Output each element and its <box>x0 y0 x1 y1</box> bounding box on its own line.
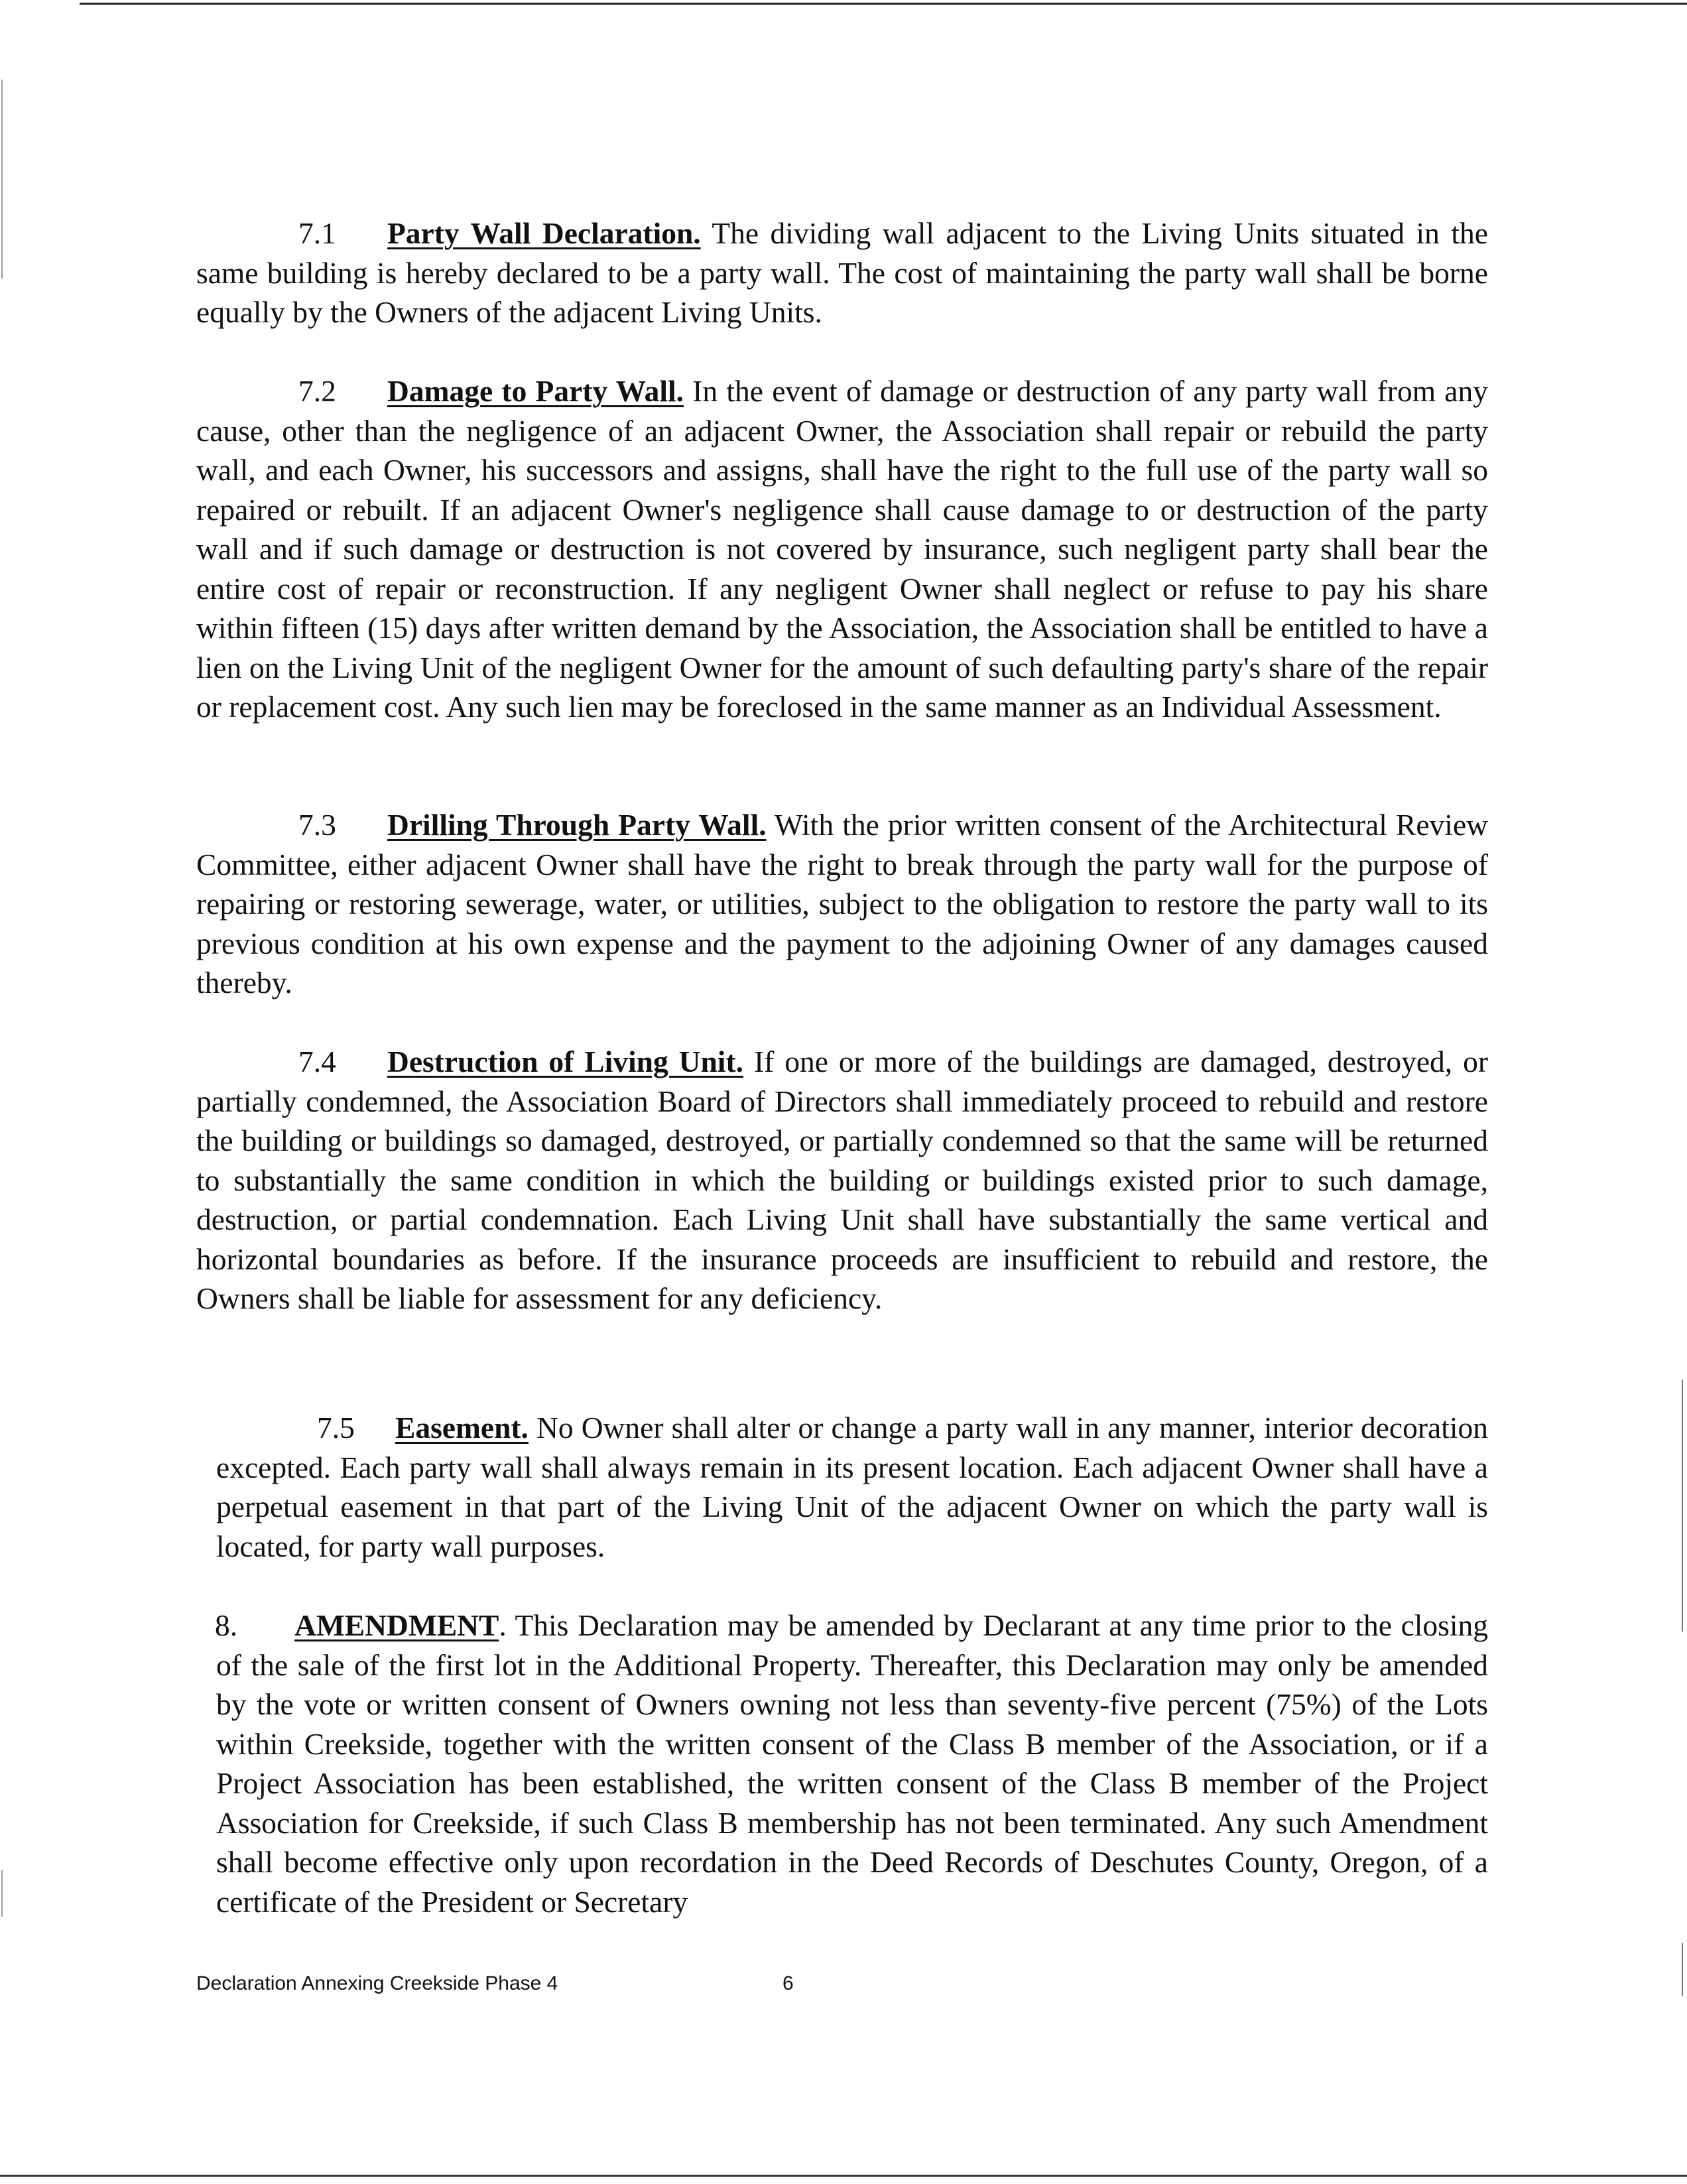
section-7-1 <box>196 214 1488 332</box>
section-8-amendment <box>216 1606 1488 1921</box>
section-heading: Damage to Party Wall. <box>387 374 684 408</box>
section-body: If one or more of the buildings are damaged, destroyed, or partially condemned, the Association Board of Directors shall immediately proceed to rebuild and restore the building or buildings so damaged, destroyed, or partially condemned so that the same will be returned to substantially the same condition in which the building or buildings existed prior to such damage, destruction, or partial condemnation. Each Living Unit shall have substantially the same vertical and horizontal boundaries as before. If the insurance proceeds are insufficient to rebuild and restore, the Owners shall be liable for assessment for any deficiency. <box>196 1045 1489 1315</box>
section-number: 7.4 <box>298 1045 336 1078</box>
section-number: 8. <box>215 1608 238 1642</box>
section-number: 7.3 <box>298 808 336 842</box>
section-heading: Drilling Through Party Wall. <box>387 808 767 842</box>
scan-bottom-edge <box>0 2175 1687 2177</box>
section-body: The dividing wall adjacent to the Living Units situated in the same building is hereby declared to be a party wall. The cost of maintaining the party wall shall be borne equally by the Owners of the adjacent Living Units. <box>196 216 1488 329</box>
section-body: . This Declaration may be amended by Declarant at any time prior to the closing of the sale of the first lot in the Additional Property. Thereafter, this Declaration may only be amended by the vote or written consent of Owners owning not less than seventy-five percent (75%) of the Lots within Creekside, together with the written consent of the Class B member of the Association, or if a Project Association has been established, the written consent of the Class B member of the Project Association for Creekside, if such Class B membership has not been terminated. Any such Amendment shall become effective only upon recordation in the Deed Records of Deschutes County, Oregon, of a certificate of the President or Secretary <box>216 1608 1488 1919</box>
section-7-4 <box>196 1042 1488 1318</box>
scan-left-edge-mark <box>1 1870 3 1917</box>
section-7-5 <box>216 1408 1488 1566</box>
section-number: 7.5 <box>317 1411 355 1445</box>
scan-left-edge-mark <box>1 80 3 279</box>
scan-right-edge-mark <box>1682 1943 1683 1996</box>
scan-right-edge-mark <box>1682 1380 1683 1632</box>
section-heading: AMENDMENT <box>294 1608 499 1642</box>
section-number: 7.1 <box>298 216 336 250</box>
scan-top-edge-gap <box>0 3 80 5</box>
section-body: No Owner shall alter or change a party wall in any manner, interior decoration excepted. Each party wall shall always remain in its present location. Each adjacent Owner shall have a perpetual easement in that part of the Living Unit of the adjacent Owner on which the party wall is located, for party wall purposes. <box>216 1411 1488 1563</box>
section-heading: Party Wall Declaration. <box>387 216 701 250</box>
section-heading: Destruction of Living Unit. <box>387 1045 743 1078</box>
section-7-2 <box>196 371 1488 727</box>
section-body: With the prior written consent of the Architectural Review Committee, either adjacent Owner shall have the right to break through the party wall for the purpose of repairing or restoring sewerage, water, or utilities, subject to the obligation to restore the party wall to its previous condition at his own expense and the payment to the adjoining Owner of any damages caused thereby. <box>196 808 1488 999</box>
footer-document-title: Declaration Annexing Creekside Phase 4 <box>196 1972 558 1994</box>
section-heading: Easement. <box>395 1411 529 1445</box>
section-body: In the event of damage or destruction of any party wall from any cause, other than the negligence of an adjacent Owner, the Association shall repair or rebuild the party wall, and each Owner, his successors and assigns, shall have the right to the full use of the party wall so repaired or rebuilt. If an adjacent Owner's negligence shall cause damage to or destruction of the party wall and if such damage or destruction is not covered by insurance, such negligent party shall bear the entire cost of repair or reconstruction. If any negligent Owner shall neglect or refuse to pay his share within fifteen (15) days after written demand by the Association, the Association shall be entitled to have a lien on the Living Unit of the negligent Owner for the amount of such defaulting party's share of the repair or replacement cost. Any such lien may be foreclosed in the same manner as an Individual Assessment. <box>196 374 1489 724</box>
section-7-3 <box>196 805 1488 1003</box>
footer-page-number: 6 <box>782 1972 794 1994</box>
section-number: 7.2 <box>298 374 336 408</box>
scan-top-edge <box>0 3 1687 5</box>
